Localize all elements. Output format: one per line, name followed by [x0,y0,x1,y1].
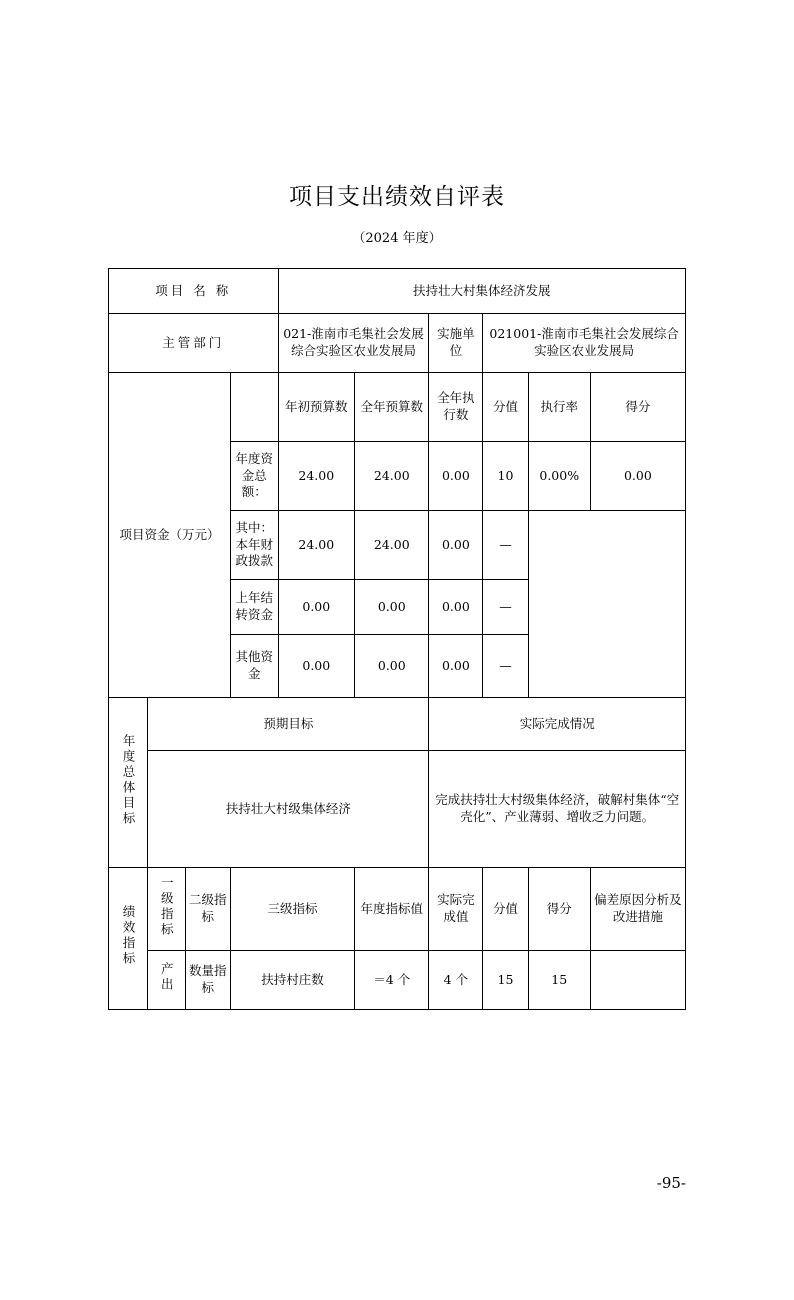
project-name-value: 扶持壮大村集体经济发展 [278,269,685,314]
fund-empty-cell [528,511,685,698]
fund-score-value: — [483,635,528,698]
header-begin-budget: 年初预算数 [278,373,355,442]
header-score: 得分 [590,373,685,442]
header-actual-value: 实际完成值 [429,868,483,951]
perf-level1: 产出 [148,951,185,1010]
perf-deviation [590,951,685,1010]
header-perf-score-value: 分值 [483,868,528,951]
implementation-unit-value: 021001-淮南市毛集社会发展综合实验区农业发展局 [483,314,686,373]
header-level3: 三级指标 [230,868,354,951]
fund-year-budget: 0.00 [355,635,429,698]
page-subtitle: （2024 年度） [352,231,442,246]
perf-score: 15 [528,951,590,1010]
header-perf-score: 得分 [528,868,590,951]
table-row-project-name [109,269,686,314]
header-level1: 一级指标 [148,868,185,951]
header-level2: 二级指标 [185,868,230,951]
table-row-department [109,314,686,373]
implementation-unit-label: 实施单位 [429,314,483,373]
fund-year-exec: 0.00 [429,635,483,698]
header-exec-rate: 执行率 [528,373,590,442]
fund-score-value: — [483,511,528,580]
fund-year-budget: 24.00 [355,511,429,580]
performance-label-text: 绩效指标 [121,905,137,968]
fund-row-label: 其他资金 [230,635,278,698]
fund-year-budget: 24.00 [355,442,429,511]
fund-row-label: 上年结转资金 [230,580,278,635]
project-funds-label: 项目资金（万元） [109,373,231,698]
actual-result-header: 实际完成情况 [429,698,686,751]
fund-score: 0.00 [590,442,685,511]
performance-self-evaluation-table [108,268,686,1010]
perf-level2: 数量指标 [185,951,230,1010]
perf-level3: 扶持村庄数 [230,951,354,1010]
fund-year-exec: 0.00 [429,511,483,580]
project-name-label: 项目 名 称 [109,269,279,314]
fund-year-budget: 0.00 [355,580,429,635]
header-year-budget: 全年预算数 [355,373,429,442]
fund-year-exec: 0.00 [429,442,483,511]
fund-begin-budget: 24.00 [278,442,355,511]
actual-result-value: 完成扶持壮大村级集体经济，破解村集体“空壳化”、产业薄弱、增收乏力问题。 [429,751,686,868]
performance-label [109,868,148,1010]
annual-goal-label-text: 年度总体目标 [121,733,137,827]
table-row-goal-content [109,751,686,868]
header-year-exec: 全年执行数 [429,373,483,442]
fund-exec-rate: 0.00% [528,442,590,511]
header-annual-target: 年度指标值 [355,868,429,951]
perf-annual-target: ＝4 个 [355,951,429,1010]
header-score-value: 分值 [483,373,528,442]
fund-year-exec: 0.00 [429,580,483,635]
department-value: 021-淮南市毛集社会发展综合实验区农业发展局 [278,314,429,373]
page-number: -95- [656,1174,686,1192]
page-title: 项目支出绩效自评表 [289,184,505,210]
expected-goal-header: 预期目标 [148,698,429,751]
fund-row-label: 年度资金总额： [230,442,278,511]
annual-goal-label [109,698,148,868]
fund-row-label: 其中：本年财政拨款 [230,511,278,580]
fund-begin-budget: 24.00 [278,511,355,580]
fund-score-value: — [483,580,528,635]
header-deviation: 偏差原因分析及改进措施 [590,868,685,951]
fund-score-value: 10 [483,442,528,511]
document-page [0,178,794,1300]
expected-goal-value: 扶持壮大村级集体经济 [148,751,429,868]
table-row-perf-output [109,951,686,1010]
table-row-fund-headers [109,373,686,442]
perf-score-value: 15 [483,951,528,1010]
table-row-goal-headers [109,698,686,751]
fund-begin-budget: 0.00 [278,580,355,635]
table-row-perf-headers [109,868,686,951]
fund-begin-budget: 0.00 [278,635,355,698]
department-label: 主管部门 [109,314,279,373]
perf-actual-value: 4 个 [429,951,483,1010]
